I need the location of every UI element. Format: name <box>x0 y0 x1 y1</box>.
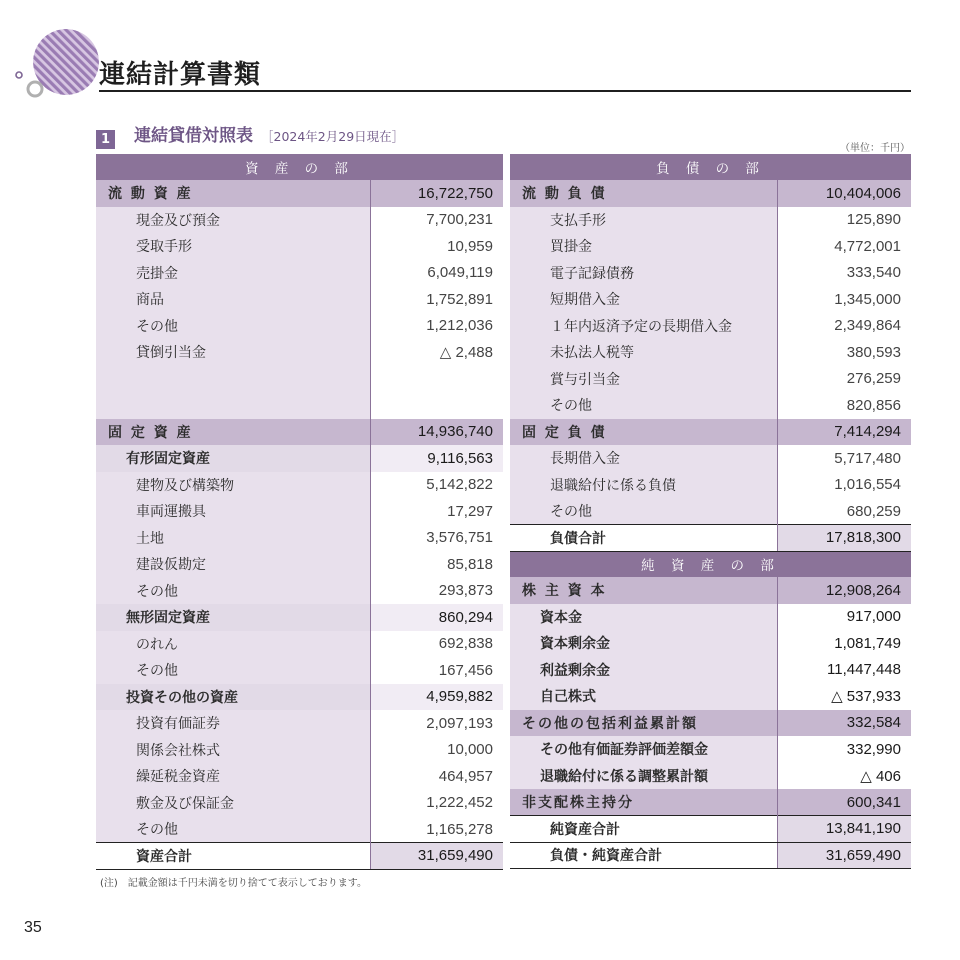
row-label: 非支配株主持分 <box>510 789 777 816</box>
row-label: 売掛金 <box>96 260 370 287</box>
table-row <box>510 392 911 419</box>
row-label: 建設仮勘定 <box>96 551 370 578</box>
row-value: 7,414,294 <box>777 419 911 446</box>
table-row <box>96 392 503 419</box>
row-value: 10,959 <box>370 233 503 260</box>
row-label: 買掛金 <box>510 233 777 260</box>
category-row <box>510 180 911 207</box>
total-row <box>96 843 503 870</box>
row-label: その他 <box>96 657 370 684</box>
assets-table <box>96 154 503 870</box>
row-value: △ 406 <box>777 763 911 790</box>
row-label: 短期借入金 <box>510 286 777 313</box>
row-label: 株 主 資 本 <box>510 577 777 604</box>
section-date: ［2024年2月29日現在］ <box>261 129 405 144</box>
row-value: 464,957 <box>370 763 503 790</box>
row-value: 9,116,563 <box>370 445 503 472</box>
row-label: 未払法人税等 <box>510 339 777 366</box>
category-row <box>510 789 911 816</box>
row-label: 有形固定資産 <box>96 445 370 472</box>
table-row <box>96 578 503 605</box>
category-row <box>510 577 911 604</box>
category-row <box>96 419 503 446</box>
row-value: 680,259 <box>777 498 911 525</box>
row-value: 1,222,452 <box>370 790 503 817</box>
decorative-circles-logo <box>0 0 110 110</box>
table-row <box>510 604 911 631</box>
row-value: 4,959,882 <box>370 684 503 711</box>
row-label: のれん <box>96 631 370 658</box>
row-label: 長期借入金 <box>510 445 777 472</box>
row-label: 関係会社株式 <box>96 737 370 764</box>
row-label: 土地 <box>96 525 370 552</box>
title-rule <box>99 90 911 92</box>
row-label: 自己株式 <box>510 683 777 710</box>
row-label: 流 動 資 産 <box>96 180 370 207</box>
row-label: 現金及び預金 <box>96 207 370 234</box>
table-row <box>510 366 911 393</box>
section-number-badge: 1 <box>96 130 115 149</box>
table-row <box>96 763 503 790</box>
section-heading <box>96 121 404 147</box>
row-label: 投資有価証券 <box>96 710 370 737</box>
row-label: 固 定 負 債 <box>510 419 777 446</box>
table-row <box>96 260 503 287</box>
row-value: 17,818,300 <box>777 525 911 552</box>
row-value: 31,659,490 <box>777 842 911 869</box>
row-label: その他 <box>96 816 370 843</box>
row-value: 5,142,822 <box>370 472 503 499</box>
row-label: その他 <box>510 498 777 525</box>
row-value: △ 537,933 <box>777 683 911 710</box>
footnote: (注) 記載金額は千円未満を切り捨てて表示しております。 <box>100 878 368 889</box>
row-value: 1,016,554 <box>777 472 911 499</box>
row-label: 受取手形 <box>96 233 370 260</box>
section-header: 資 産 の 部 <box>96 154 503 180</box>
section-header: 負 債 の 部 <box>510 154 911 180</box>
row-value: 332,990 <box>777 736 911 763</box>
total-row <box>510 816 911 843</box>
table-row <box>96 313 503 340</box>
row-value: 13,841,190 <box>777 816 911 843</box>
row-label: 敷金及び保証金 <box>96 790 370 817</box>
table-row <box>96 631 503 658</box>
row-label: １年内返済予定の長期借入金 <box>510 313 777 340</box>
table-row <box>96 525 503 552</box>
row-value: 16,722,750 <box>370 180 503 207</box>
table-row <box>96 737 503 764</box>
table-row <box>510 498 911 525</box>
table-row <box>96 816 503 843</box>
row-value: 1,081,749 <box>777 630 911 657</box>
section-header: 純 資 産 の 部 <box>510 551 911 577</box>
row-value: 860,294 <box>370 604 503 631</box>
table-row <box>96 498 503 525</box>
row-label: 負債合計 <box>510 525 777 552</box>
row-label: 資本剰余金 <box>510 630 777 657</box>
table-row <box>510 630 911 657</box>
row-label: 建物及び構築物 <box>96 472 370 499</box>
table-row <box>510 207 911 234</box>
row-value: 2,097,193 <box>370 710 503 737</box>
row-label: その他 <box>96 578 370 605</box>
row-label: 支払手形 <box>510 207 777 234</box>
table-row <box>510 472 911 499</box>
table-row <box>510 683 911 710</box>
row-label: 貸倒引当金 <box>96 339 370 366</box>
row-value: 1,345,000 <box>777 286 911 313</box>
section-title: 連結貸借対照表 <box>134 126 253 146</box>
row-value: 14,936,740 <box>370 419 503 446</box>
row-value: 10,404,006 <box>777 180 911 207</box>
row-value: 1,212,036 <box>370 313 503 340</box>
row-label: 退職給付に係る負債 <box>510 472 777 499</box>
row-value: 333,540 <box>777 260 911 287</box>
row-label: 負債・純資産合計 <box>510 842 777 869</box>
table-row <box>96 551 503 578</box>
row-label: 無形固定資産 <box>96 604 370 631</box>
table-row <box>510 286 911 313</box>
row-value <box>370 366 503 393</box>
table-row <box>96 604 503 631</box>
row-label: 投資その他の資産 <box>96 684 370 711</box>
total-row <box>510 525 911 552</box>
row-value: 4,772,001 <box>777 233 911 260</box>
category-row <box>510 710 911 737</box>
table-row <box>96 445 503 472</box>
row-label: 資産合計 <box>96 843 370 870</box>
row-value: 7,700,231 <box>370 207 503 234</box>
row-value: 12,908,264 <box>777 577 911 604</box>
row-label: 流 動 負 債 <box>510 180 777 207</box>
row-label: その他の包括利益累計額 <box>510 710 777 737</box>
row-label: 車両運搬具 <box>96 498 370 525</box>
row-label: その他 <box>510 392 777 419</box>
table-row <box>96 657 503 684</box>
table-header-row <box>510 154 911 180</box>
table-row <box>510 339 911 366</box>
row-label <box>96 392 370 419</box>
table-row <box>96 684 503 711</box>
row-value: 85,818 <box>370 551 503 578</box>
row-label: 繰延税金資産 <box>96 763 370 790</box>
table-row <box>96 339 503 366</box>
row-label: 賞与引当金 <box>510 366 777 393</box>
row-label: 純資産合計 <box>510 816 777 843</box>
row-label: 利益剰余金 <box>510 657 777 684</box>
table-row <box>510 313 911 340</box>
row-label: その他 <box>96 313 370 340</box>
table-row <box>510 736 911 763</box>
row-value: 2,349,864 <box>777 313 911 340</box>
category-row <box>510 419 911 446</box>
table-header-row <box>96 154 503 180</box>
row-value: 1,165,278 <box>370 816 503 843</box>
table-row <box>510 657 911 684</box>
row-value: 10,000 <box>370 737 503 764</box>
table-row <box>510 445 911 472</box>
row-value: 3,576,751 <box>370 525 503 552</box>
page-title: 連結計算書類 <box>99 60 262 90</box>
page-number: 35 <box>24 919 42 936</box>
row-value: 293,873 <box>370 578 503 605</box>
table-row <box>96 286 503 313</box>
row-label: 資本金 <box>510 604 777 631</box>
row-value: 11,447,448 <box>777 657 911 684</box>
table-row <box>96 233 503 260</box>
table-header-row <box>510 551 911 577</box>
table-row <box>96 790 503 817</box>
row-value: 820,856 <box>777 392 911 419</box>
row-value: 1,752,891 <box>370 286 503 313</box>
table-row <box>510 233 911 260</box>
row-value: 167,456 <box>370 657 503 684</box>
row-value: 600,341 <box>777 789 911 816</box>
row-value: △ 2,488 <box>370 339 503 366</box>
row-value: 6,049,119 <box>370 260 503 287</box>
row-label: 電子記録債務 <box>510 260 777 287</box>
row-value: 917,000 <box>777 604 911 631</box>
row-value: 5,717,480 <box>777 445 911 472</box>
row-value: 380,593 <box>777 339 911 366</box>
unit-label: （単位：千円） <box>840 143 910 154</box>
table-row <box>96 472 503 499</box>
total-row <box>510 842 911 869</box>
category-row <box>96 180 503 207</box>
row-value: 276,259 <box>777 366 911 393</box>
row-label <box>96 366 370 393</box>
table-row <box>96 366 503 393</box>
liabilities-table <box>510 154 911 869</box>
row-label: 退職給付に係る調整累計額 <box>510 763 777 790</box>
row-label: 商品 <box>96 286 370 313</box>
row-value: 31,659,490 <box>370 843 503 870</box>
row-value: 692,838 <box>370 631 503 658</box>
table-row <box>96 710 503 737</box>
row-label: 固 定 資 産 <box>96 419 370 446</box>
table-row <box>96 207 503 234</box>
table-row <box>510 260 911 287</box>
row-value: 332,584 <box>777 710 911 737</box>
row-label: その他有価証券評価差額金 <box>510 736 777 763</box>
row-value <box>370 392 503 419</box>
row-value: 125,890 <box>777 207 911 234</box>
row-value: 17,297 <box>370 498 503 525</box>
table-row <box>510 763 911 790</box>
